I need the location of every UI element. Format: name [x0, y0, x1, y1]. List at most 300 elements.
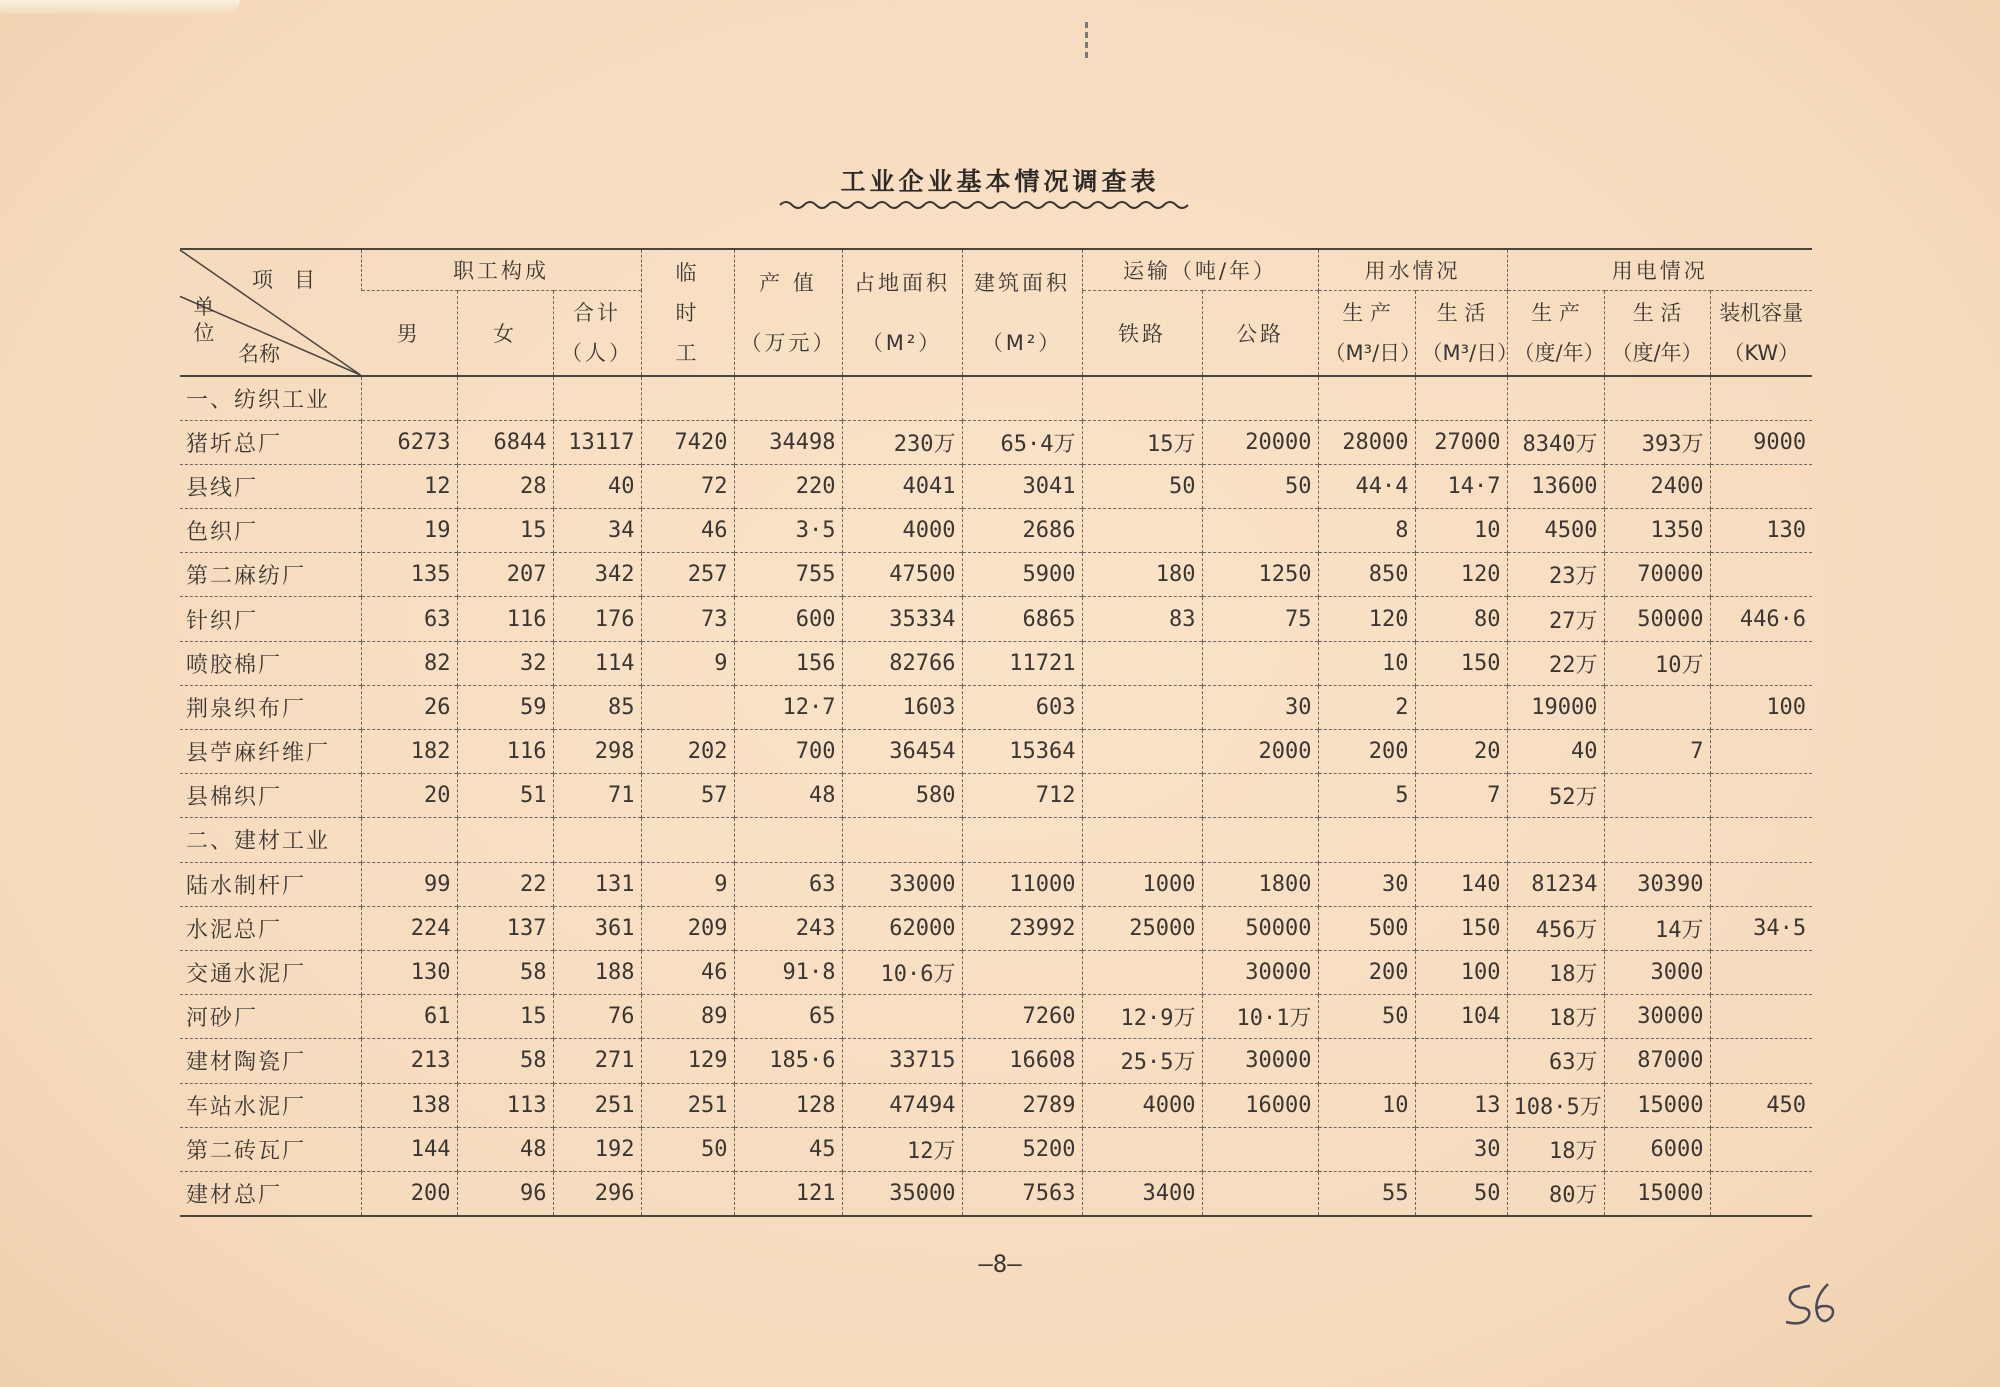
value-cell: 48 [457, 1127, 553, 1171]
value-cell: 192 [553, 1127, 641, 1171]
value-cell: 20 [361, 774, 457, 818]
value-cell: 600 [734, 597, 842, 641]
value-cell: 26 [361, 685, 457, 729]
factory-name-cell: 县苧麻纤维厂 [180, 730, 361, 774]
value-cell: 9 [641, 862, 734, 906]
value-cell: 61 [361, 995, 457, 1039]
empty-cell [962, 818, 1082, 862]
value-cell: 28000 [1318, 420, 1415, 464]
empty-cell [553, 376, 641, 420]
factory-name-cell: 建材总厂 [180, 1171, 361, 1215]
value-cell: 50 [1082, 464, 1202, 508]
value-cell: 342 [553, 553, 641, 597]
value-cell [1082, 950, 1202, 994]
value-cell: 47500 [842, 553, 962, 597]
empty-cell [842, 818, 962, 862]
empty-cell [1082, 376, 1202, 420]
value-cell: 131 [553, 862, 641, 906]
value-cell: 50 [1202, 464, 1318, 508]
value-cell: 580 [842, 774, 962, 818]
value-cell: 15 [457, 509, 553, 553]
value-cell: 85 [553, 685, 641, 729]
value-cell: 30390 [1604, 862, 1710, 906]
header-row-groups [180, 249, 1812, 291]
value-cell: 63万 [1507, 1039, 1604, 1083]
value-cell: 135 [361, 553, 457, 597]
table-row [180, 641, 1812, 685]
value-cell: 100 [1415, 950, 1507, 994]
empty-cell [1202, 818, 1318, 862]
value-cell: 100 [1710, 685, 1812, 729]
category-row [180, 376, 1812, 420]
value-cell: 91·8 [734, 950, 842, 994]
value-cell: 18万 [1507, 1127, 1604, 1171]
empty-cell [641, 818, 734, 862]
empty-cell [962, 376, 1082, 420]
value-cell: 15000 [1604, 1171, 1710, 1215]
value-cell [641, 1171, 734, 1215]
value-cell: 180 [1082, 553, 1202, 597]
value-cell [962, 950, 1082, 994]
value-cell: 71 [553, 774, 641, 818]
value-cell: 251 [553, 1083, 641, 1127]
value-cell [1604, 685, 1710, 729]
value-cell [1710, 1127, 1812, 1171]
value-cell: 81234 [1507, 862, 1604, 906]
value-cell: 7260 [962, 995, 1082, 1039]
table-row [180, 862, 1812, 906]
value-cell: 27000 [1415, 420, 1507, 464]
value-cell: 1800 [1202, 862, 1318, 906]
table-row [180, 420, 1812, 464]
survey-table [180, 248, 1812, 1217]
value-cell: 116 [457, 730, 553, 774]
value-cell [1710, 862, 1812, 906]
empty-cell [1604, 818, 1710, 862]
value-cell: 150 [1415, 641, 1507, 685]
value-cell: 1603 [842, 685, 962, 729]
value-cell: 4041 [842, 464, 962, 508]
empty-cell [842, 376, 962, 420]
value-cell: 48 [734, 774, 842, 818]
value-cell: 30000 [1604, 995, 1710, 1039]
total-header: 合计 （人） [553, 291, 641, 377]
value-cell: 36454 [842, 730, 962, 774]
value-cell: 230万 [842, 420, 962, 464]
value-cell: 13600 [1507, 464, 1604, 508]
value-cell: 23992 [962, 906, 1082, 950]
empty-cell [457, 818, 553, 862]
empty-cell [361, 818, 457, 862]
category-row [180, 818, 1812, 862]
value-cell: 89 [641, 995, 734, 1039]
value-cell: 138 [361, 1083, 457, 1127]
value-cell: 10 [1318, 641, 1415, 685]
value-cell: 65 [734, 995, 842, 1039]
factory-name-cell: 针织厂 [180, 597, 361, 641]
table-row [180, 597, 1812, 641]
value-cell: 5900 [962, 553, 1082, 597]
value-cell: 30000 [1202, 950, 1318, 994]
value-cell: 271 [553, 1039, 641, 1083]
value-cell: 7 [1415, 774, 1507, 818]
value-cell: 10·6万 [842, 950, 962, 994]
value-cell [1082, 1127, 1202, 1171]
value-cell: 120 [1318, 597, 1415, 641]
value-cell: 755 [734, 553, 842, 597]
factory-name-cell: 交通水泥厂 [180, 950, 361, 994]
corner-header-cell [180, 249, 361, 376]
empty-cell [1710, 376, 1812, 420]
value-cell: 129 [641, 1039, 734, 1083]
empty-cell [1415, 376, 1507, 420]
value-cell: 34 [553, 509, 641, 553]
value-cell: 22万 [1507, 641, 1604, 685]
value-cell [1710, 730, 1812, 774]
value-cell: 128 [734, 1083, 842, 1127]
value-cell [641, 685, 734, 729]
value-cell [1710, 774, 1812, 818]
table-row [180, 1127, 1812, 1171]
temp-worker-header: 临 时 工 [641, 249, 734, 376]
value-cell [842, 995, 962, 1039]
value-cell: 9000 [1710, 420, 1812, 464]
table-row [180, 730, 1812, 774]
value-cell: 1000 [1082, 862, 1202, 906]
value-cell: 14万 [1604, 906, 1710, 950]
value-cell: 83 [1082, 597, 1202, 641]
empty-cell [1604, 376, 1710, 420]
table-row [180, 906, 1812, 950]
value-cell: 456万 [1507, 906, 1604, 950]
value-cell: 8 [1318, 509, 1415, 553]
value-cell: 202 [641, 730, 734, 774]
value-cell: 200 [1318, 730, 1415, 774]
value-cell [1082, 685, 1202, 729]
rail-header: 铁路 [1082, 291, 1202, 377]
value-cell: 87000 [1604, 1039, 1710, 1083]
value-cell [1082, 730, 1202, 774]
value-cell: 6000 [1604, 1127, 1710, 1171]
value-cell [1082, 774, 1202, 818]
value-cell: 57 [641, 774, 734, 818]
value-cell: 18万 [1507, 995, 1604, 1039]
value-cell: 2400 [1604, 464, 1710, 508]
value-cell: 82766 [842, 641, 962, 685]
table-row [180, 774, 1812, 818]
value-cell: 11721 [962, 641, 1082, 685]
empty-cell [1710, 818, 1812, 862]
table-row [180, 464, 1812, 508]
value-cell: 73 [641, 597, 734, 641]
value-cell: 120 [1415, 553, 1507, 597]
value-cell: 185·6 [734, 1039, 842, 1083]
value-cell: 34498 [734, 420, 842, 464]
value-cell: 75 [1202, 597, 1318, 641]
value-cell: 2 [1318, 685, 1415, 729]
value-cell: 137 [457, 906, 553, 950]
empty-cell [1507, 376, 1604, 420]
value-cell: 30 [1415, 1127, 1507, 1171]
document-title: 工业企业基本情况调查表 [840, 167, 1160, 196]
value-cell [1082, 641, 1202, 685]
value-cell: 188 [553, 950, 641, 994]
value-cell: 116 [457, 597, 553, 641]
value-cell: 10 [1318, 1083, 1415, 1127]
value-cell: 33715 [842, 1039, 962, 1083]
value-cell: 72 [641, 464, 734, 508]
value-cell: 104 [1415, 995, 1507, 1039]
power-group-header: 用电情况 [1507, 249, 1812, 291]
value-cell: 446·6 [1710, 597, 1812, 641]
value-cell: 46 [641, 509, 734, 553]
value-cell: 32 [457, 641, 553, 685]
value-cell: 7563 [962, 1171, 1082, 1215]
table-row [180, 553, 1812, 597]
value-cell: 16000 [1202, 1083, 1318, 1127]
empty-cell [553, 818, 641, 862]
empty-cell [1202, 376, 1318, 420]
factory-name-cell: 喷胶棉厂 [180, 641, 361, 685]
value-cell [1202, 509, 1318, 553]
value-cell: 63 [361, 597, 457, 641]
value-cell: 82 [361, 641, 457, 685]
value-cell: 298 [553, 730, 641, 774]
value-cell: 59 [457, 685, 553, 729]
value-cell [1318, 1039, 1415, 1083]
table-row [180, 685, 1812, 729]
factory-name-cell: 第二麻纺厂 [180, 553, 361, 597]
value-cell [1710, 464, 1812, 508]
value-cell: 35000 [842, 1171, 962, 1215]
value-cell: 25000 [1082, 906, 1202, 950]
table-row [180, 509, 1812, 553]
value-cell [1710, 1039, 1812, 1083]
value-cell: 44·4 [1318, 464, 1415, 508]
value-cell: 603 [962, 685, 1082, 729]
value-cell: 176 [553, 597, 641, 641]
value-cell: 130 [361, 950, 457, 994]
value-cell: 8340万 [1507, 420, 1604, 464]
value-cell: 58 [457, 950, 553, 994]
table-row [180, 950, 1812, 994]
category-label: 二、建材工业 [180, 818, 361, 862]
value-cell: 13117 [553, 420, 641, 464]
value-cell [1710, 641, 1812, 685]
value-cell: 99 [361, 862, 457, 906]
value-cell: 700 [734, 730, 842, 774]
value-cell [1604, 774, 1710, 818]
table-row [180, 1083, 1812, 1127]
value-cell: 450 [1710, 1083, 1812, 1127]
empty-cell [734, 376, 842, 420]
value-cell: 12·9万 [1082, 995, 1202, 1039]
value-cell: 2789 [962, 1083, 1082, 1127]
value-cell: 28 [457, 464, 553, 508]
factory-name-cell: 猪圻总厂 [180, 420, 361, 464]
installed-capacity-header: 装机容量 （KW） [1710, 291, 1812, 377]
table-row [180, 995, 1812, 1039]
factory-name-cell: 陆水制杆厂 [180, 862, 361, 906]
water-group-header: 用水情况 [1318, 249, 1507, 291]
corner-label-unit: 单位 [193, 295, 215, 345]
category-label: 一、纺织工业 [180, 376, 361, 420]
value-cell: 209 [641, 906, 734, 950]
value-cell: 58 [457, 1039, 553, 1083]
value-cell: 19 [361, 509, 457, 553]
value-cell: 96 [457, 1171, 553, 1215]
value-cell: 30 [1202, 685, 1318, 729]
value-cell: 70000 [1604, 553, 1710, 597]
value-cell: 55 [1318, 1171, 1415, 1215]
value-cell: 12万 [842, 1127, 962, 1171]
value-cell: 393万 [1604, 420, 1710, 464]
value-cell: 22 [457, 862, 553, 906]
value-cell: 13 [1415, 1083, 1507, 1127]
value-cell: 10 [1415, 509, 1507, 553]
value-cell: 45 [734, 1127, 842, 1171]
handwritten-page-mark [1770, 1280, 1840, 1330]
value-cell: 63 [734, 862, 842, 906]
value-cell: 5200 [962, 1127, 1082, 1171]
value-cell [1202, 1127, 1318, 1171]
value-cell: 33000 [842, 862, 962, 906]
value-cell: 50000 [1604, 597, 1710, 641]
value-cell: 2000 [1202, 730, 1318, 774]
staff-group-header: 职工构成 [361, 249, 641, 291]
value-cell: 200 [1318, 950, 1415, 994]
value-cell: 50 [1415, 1171, 1507, 1215]
value-cell [1415, 1039, 1507, 1083]
punch-marks [1085, 18, 1091, 73]
value-cell [1710, 553, 1812, 597]
value-cell: 50000 [1202, 906, 1318, 950]
value-cell: 27万 [1507, 597, 1604, 641]
value-cell: 6844 [457, 420, 553, 464]
page-number: —8— [978, 1250, 1022, 1278]
value-cell: 18万 [1507, 950, 1604, 994]
value-cell: 213 [361, 1039, 457, 1083]
value-cell: 50 [641, 1127, 734, 1171]
value-cell: 14·7 [1415, 464, 1507, 508]
value-cell: 4500 [1507, 509, 1604, 553]
value-cell: 15364 [962, 730, 1082, 774]
power-production-header: 生 产 （度/年） [1507, 291, 1604, 377]
empty-cell [361, 376, 457, 420]
value-cell: 35334 [842, 597, 962, 641]
value-cell: 243 [734, 906, 842, 950]
value-cell: 3·5 [734, 509, 842, 553]
water-production-header: 生 产 （M³/日） [1318, 291, 1415, 377]
value-cell: 361 [553, 906, 641, 950]
value-cell: 3400 [1082, 1171, 1202, 1215]
value-cell: 108·5万 [1507, 1083, 1604, 1127]
corner-label-name: 名称 [238, 342, 280, 366]
factory-name-cell: 车站水泥厂 [180, 1083, 361, 1127]
value-cell: 113 [457, 1083, 553, 1127]
value-cell: 40 [553, 464, 641, 508]
value-cell [1415, 685, 1507, 729]
value-cell: 52万 [1507, 774, 1604, 818]
value-cell [1202, 641, 1318, 685]
value-cell: 257 [641, 553, 734, 597]
factory-name-cell: 荆泉织布厂 [180, 685, 361, 729]
value-cell: 121 [734, 1171, 842, 1215]
value-cell: 76 [553, 995, 641, 1039]
value-cell: 3041 [962, 464, 1082, 508]
value-cell: 12 [361, 464, 457, 508]
value-cell: 114 [553, 641, 641, 685]
value-cell: 500 [1318, 906, 1415, 950]
value-cell: 156 [734, 641, 842, 685]
value-cell: 4000 [1082, 1083, 1202, 1127]
value-cell: 3000 [1604, 950, 1710, 994]
building-area-header: 建筑面积 （M²） [962, 249, 1082, 376]
factory-name-cell: 第二砖瓦厂 [180, 1127, 361, 1171]
value-cell: 65·4万 [962, 420, 1082, 464]
empty-cell [734, 818, 842, 862]
value-cell: 50 [1318, 995, 1415, 1039]
empty-cell [1318, 818, 1415, 862]
value-cell: 15 [457, 995, 553, 1039]
value-cell: 150 [1415, 906, 1507, 950]
value-cell: 296 [553, 1171, 641, 1215]
value-cell: 130 [1710, 509, 1812, 553]
value-cell: 7 [1604, 730, 1710, 774]
female-header: 女 [457, 291, 553, 377]
value-cell: 207 [457, 553, 553, 597]
value-cell: 40 [1507, 730, 1604, 774]
value-cell: 6865 [962, 597, 1082, 641]
value-cell: 144 [361, 1127, 457, 1171]
value-cell: 4000 [842, 509, 962, 553]
value-cell: 23万 [1507, 553, 1604, 597]
value-cell [1710, 1171, 1812, 1215]
value-cell: 80 [1415, 597, 1507, 641]
value-cell: 6273 [361, 420, 457, 464]
value-cell: 20000 [1202, 420, 1318, 464]
value-cell: 30 [1318, 862, 1415, 906]
corner-label-item: 项 目 [252, 268, 315, 292]
value-cell: 11000 [962, 862, 1082, 906]
value-cell: 10·1万 [1202, 995, 1318, 1039]
value-cell: 34·5 [1710, 906, 1812, 950]
value-cell [1202, 1171, 1318, 1215]
water-domestic-header: 生 活 （M³/日） [1415, 291, 1507, 377]
value-cell: 1250 [1202, 553, 1318, 597]
empty-cell [1507, 818, 1604, 862]
value-cell: 224 [361, 906, 457, 950]
value-cell: 9 [641, 641, 734, 685]
power-domestic-header: 生 活 （度/年） [1604, 291, 1710, 377]
table-row [180, 1171, 1812, 1215]
empty-cell [457, 376, 553, 420]
empty-cell [1415, 818, 1507, 862]
value-cell: 850 [1318, 553, 1415, 597]
factory-name-cell: 河砂厂 [180, 995, 361, 1039]
value-cell: 7420 [641, 420, 734, 464]
empty-cell [1082, 818, 1202, 862]
value-cell: 46 [641, 950, 734, 994]
table-row [180, 1039, 1812, 1083]
empty-cell [641, 376, 734, 420]
value-cell [1710, 950, 1812, 994]
value-cell: 140 [1415, 862, 1507, 906]
value-cell [1318, 1127, 1415, 1171]
value-cell: 1350 [1604, 509, 1710, 553]
value-cell: 2686 [962, 509, 1082, 553]
value-cell: 15万 [1082, 420, 1202, 464]
